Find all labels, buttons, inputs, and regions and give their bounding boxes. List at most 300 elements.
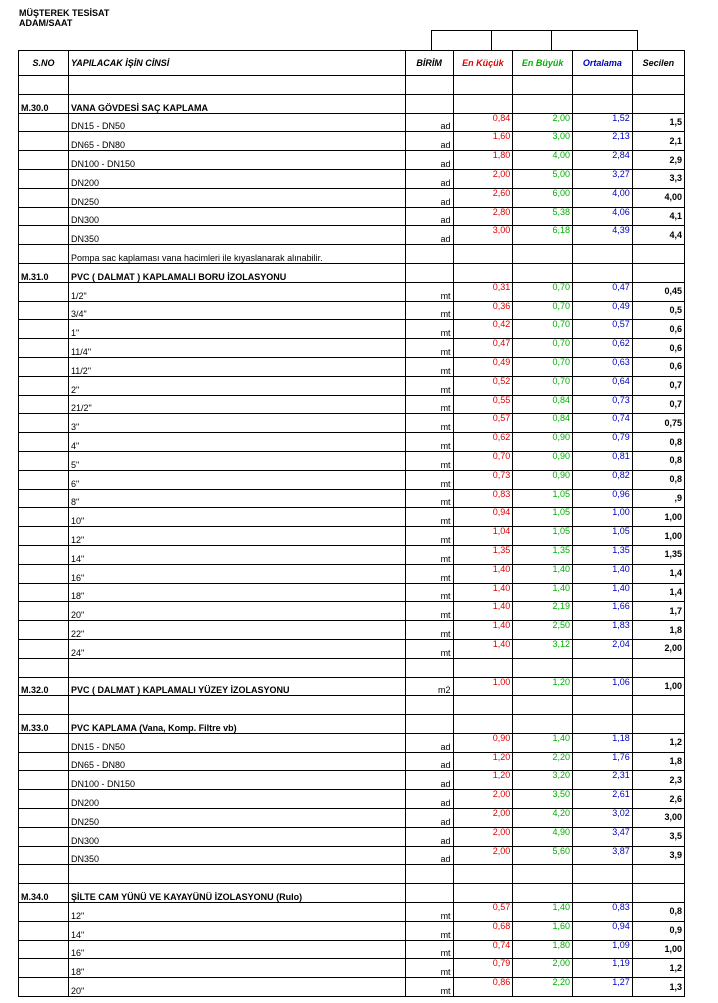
row-unit: mt: [405, 545, 453, 564]
row-average: 0,94: [573, 921, 633, 940]
row-average: 1,40: [573, 564, 633, 583]
row-sno: [19, 357, 69, 376]
row-min: 1,04: [453, 527, 513, 546]
spacer-row: [19, 696, 685, 715]
row-max: 5,38: [513, 207, 573, 226]
row-unit: [405, 76, 453, 95]
row-sno: [19, 207, 69, 226]
row-selected: 0,45: [632, 282, 684, 301]
row-selected: 2,9: [632, 151, 684, 170]
row-unit: mt: [405, 339, 453, 358]
row-unit: mt: [405, 357, 453, 376]
row-min: 0,47: [453, 339, 513, 358]
row-min: 1,40: [453, 602, 513, 621]
row-sno: [19, 827, 69, 846]
row-min: 0,57: [453, 903, 513, 922]
row-min: [453, 715, 513, 734]
row-min: 1,35: [453, 545, 513, 564]
row-unit: [405, 94, 453, 113]
table-row: [19, 621, 685, 640]
row-min: 0,36: [453, 301, 513, 320]
row-min: 1,40: [453, 621, 513, 640]
header-min: En Küçük: [453, 51, 513, 76]
row-average: [573, 884, 633, 903]
row-sno: [19, 846, 69, 865]
row-sno: [19, 188, 69, 207]
header-max: En Büyük: [513, 51, 573, 76]
row-min: 0,31: [453, 282, 513, 301]
row-selected: 1,8: [632, 752, 684, 771]
spacer-row: [19, 76, 685, 95]
row-selected: 0,8: [632, 903, 684, 922]
row-selected: 1,00: [632, 677, 684, 696]
row-sno: [19, 527, 69, 546]
row-average: 1,35: [573, 545, 633, 564]
spacer-row: [19, 865, 685, 884]
row-unit: [405, 263, 453, 282]
row-selected: 1,00: [632, 940, 684, 959]
section-row: [19, 677, 685, 696]
row-selected: 1,4: [632, 564, 684, 583]
row-average: 0,79: [573, 433, 633, 452]
row-description: PVC ( DALMAT ) KAPLAMALI YÜZEY İZOLASYONU: [68, 677, 405, 696]
row-max: 2,00: [513, 959, 573, 978]
row-selected: 0,8: [632, 470, 684, 489]
row-average: [573, 715, 633, 734]
row-unit: mt: [405, 621, 453, 640]
row-description: 3": [68, 414, 405, 433]
row-description: DN300: [68, 207, 405, 226]
row-description: DN65 - DN80: [68, 132, 405, 151]
header-description: YAPILACAK İŞİN CİNSİ: [68, 51, 405, 76]
row-min: 0,49: [453, 357, 513, 376]
row-average: [573, 94, 633, 113]
row-description: 1/2": [68, 282, 405, 301]
table-row: [19, 583, 685, 602]
row-unit: [405, 245, 453, 264]
row-min: [453, 245, 513, 264]
row-max: 0,84: [513, 414, 573, 433]
row-description: [68, 658, 405, 677]
row-description: 21/2": [68, 395, 405, 414]
table-header-row: [19, 51, 685, 76]
row-unit: mt: [405, 376, 453, 395]
row-unit: mt: [405, 602, 453, 621]
row-description: PVC ( DALMAT ) KAPLAMALI BORU İZOLASYONU: [68, 263, 405, 282]
row-unit: ad: [405, 771, 453, 790]
row-description: VANA GÖVDESİ SAÇ KAPLAMA: [68, 94, 405, 113]
row-sno: [19, 470, 69, 489]
row-selected: 0,7: [632, 376, 684, 395]
row-max: 2,20: [513, 978, 573, 997]
table-row: [19, 339, 685, 358]
row-max: 0,70: [513, 376, 573, 395]
row-sno: [19, 959, 69, 978]
row-average: 4,06: [573, 207, 633, 226]
table-row: [19, 790, 685, 809]
row-average: 0,47: [573, 282, 633, 301]
row-selected: 1,2: [632, 959, 684, 978]
row-average: [573, 245, 633, 264]
row-min: [453, 76, 513, 95]
row-max: 1,40: [513, 903, 573, 922]
row-description: 16": [68, 940, 405, 959]
header-divider: [551, 31, 552, 51]
row-average: 0,96: [573, 489, 633, 508]
row-selected: [632, 715, 684, 734]
section-row: [19, 884, 685, 903]
row-average: 2,04: [573, 639, 633, 658]
row-max: 2,20: [513, 752, 573, 771]
header-average: Ortalama: [573, 51, 633, 76]
row-max: 4,90: [513, 827, 573, 846]
row-note: Pompa sac kaplaması vana hacimleri ile kıyaslanarak alınabilir.: [68, 245, 405, 264]
table-row: [19, 827, 685, 846]
row-average: 2,13: [573, 132, 633, 151]
row-average: 1,66: [573, 602, 633, 621]
table-row: [19, 414, 685, 433]
row-selected: 0,6: [632, 339, 684, 358]
row-max: 0,70: [513, 339, 573, 358]
section-row: [19, 94, 685, 113]
table-row: [19, 470, 685, 489]
row-max: 1,05: [513, 489, 573, 508]
row-min: 1,40: [453, 583, 513, 602]
row-unit: mt: [405, 527, 453, 546]
document-subtitle: ADAM/SAAT: [19, 18, 73, 28]
row-selected: 3,5: [632, 827, 684, 846]
row-description: 12": [68, 527, 405, 546]
row-sno: M.32.0: [19, 677, 69, 696]
table-row: [19, 169, 685, 188]
row-min: 0,62: [453, 433, 513, 452]
row-max: 4,00: [513, 151, 573, 170]
row-unit: ad: [405, 113, 453, 132]
table-row: [19, 320, 685, 339]
row-max: 0,70: [513, 320, 573, 339]
row-average: 0,82: [573, 470, 633, 489]
row-min: [453, 94, 513, 113]
row-max: [513, 696, 573, 715]
row-min: 0,84: [453, 113, 513, 132]
row-sno: [19, 790, 69, 809]
row-description: DN200: [68, 169, 405, 188]
row-sno: [19, 508, 69, 527]
table-row: [19, 226, 685, 245]
header-selected: Secilen: [632, 51, 684, 76]
row-selected: [632, 76, 684, 95]
row-selected: 3,00: [632, 809, 684, 828]
section-row: [19, 715, 685, 734]
row-sno: [19, 583, 69, 602]
document-title: MÜŞTEREK TESİSAT: [19, 8, 110, 18]
row-unit: mt: [405, 320, 453, 339]
row-min: 1,00: [453, 677, 513, 696]
row-selected: 3,3: [632, 169, 684, 188]
row-selected: [632, 94, 684, 113]
row-unit: mt: [405, 639, 453, 658]
row-min: 1,40: [453, 564, 513, 583]
row-selected: 1,00: [632, 508, 684, 527]
row-max: 1,40: [513, 564, 573, 583]
row-sno: M.30.0: [19, 94, 69, 113]
row-description: 10": [68, 508, 405, 527]
row-selected: 1,00: [632, 527, 684, 546]
row-average: [573, 696, 633, 715]
row-sno: [19, 771, 69, 790]
row-average: 3,87: [573, 846, 633, 865]
row-selected: [632, 245, 684, 264]
table-row: [19, 639, 685, 658]
row-max: 0,90: [513, 470, 573, 489]
row-selected: ,9: [632, 489, 684, 508]
row-min: 0,94: [453, 508, 513, 527]
row-sno: [19, 639, 69, 658]
table-row: [19, 188, 685, 207]
row-max: [513, 715, 573, 734]
row-selected: [632, 658, 684, 677]
row-sno: [19, 226, 69, 245]
row-unit: mt: [405, 583, 453, 602]
row-sno: [19, 245, 69, 264]
table-row: [19, 395, 685, 414]
row-description: [68, 865, 405, 884]
row-min: [453, 263, 513, 282]
row-description: 22": [68, 621, 405, 640]
row-description: DN250: [68, 188, 405, 207]
row-description: PVC KAPLAMA (Vana, Komp. Filtre vb): [68, 715, 405, 734]
row-max: 1,60: [513, 921, 573, 940]
row-min: 0,86: [453, 978, 513, 997]
row-description: 3/4": [68, 301, 405, 320]
row-unit: [405, 884, 453, 903]
row-max: [513, 245, 573, 264]
row-description: 24": [68, 639, 405, 658]
row-max: 6,00: [513, 188, 573, 207]
row-min: 0,90: [453, 733, 513, 752]
row-max: 1,05: [513, 527, 573, 546]
table-row: [19, 282, 685, 301]
row-selected: 0,5: [632, 301, 684, 320]
row-sno: [19, 658, 69, 677]
table-row: [19, 903, 685, 922]
row-description: 4": [68, 433, 405, 452]
row-min: 0,42: [453, 320, 513, 339]
row-description: DN15 - DN50: [68, 733, 405, 752]
row-selected: 0,8: [632, 433, 684, 452]
row-unit: mt: [405, 903, 453, 922]
row-description: 11/2": [68, 357, 405, 376]
row-sno: [19, 282, 69, 301]
row-description: 6": [68, 470, 405, 489]
table-row: [19, 151, 685, 170]
row-description: 12": [68, 903, 405, 922]
row-average: 1,52: [573, 113, 633, 132]
row-sno: [19, 489, 69, 508]
header-unit: BİRİM: [405, 51, 453, 76]
row-min: 0,52: [453, 376, 513, 395]
row-min: 0,73: [453, 470, 513, 489]
row-unit: mt: [405, 959, 453, 978]
row-average: 1,09: [573, 940, 633, 959]
row-min: 1,20: [453, 771, 513, 790]
row-selected: 3,9: [632, 846, 684, 865]
row-description: DN100 - DN150: [68, 151, 405, 170]
row-sno: [19, 809, 69, 828]
table-row: [19, 433, 685, 452]
row-average: 1,05: [573, 527, 633, 546]
row-min: 0,83: [453, 489, 513, 508]
table-row: [19, 301, 685, 320]
row-max: 4,20: [513, 809, 573, 828]
row-average: [573, 658, 633, 677]
row-selected: 1,2: [632, 733, 684, 752]
row-unit: m2: [405, 677, 453, 696]
row-max: 0,70: [513, 301, 573, 320]
row-unit: ad: [405, 752, 453, 771]
row-max: 1,80: [513, 940, 573, 959]
row-average: 3,27: [573, 169, 633, 188]
row-description: 18": [68, 959, 405, 978]
row-max: [513, 94, 573, 113]
row-average: 1,27: [573, 978, 633, 997]
row-unit: mt: [405, 470, 453, 489]
row-average: 0,73: [573, 395, 633, 414]
row-average: 0,57: [573, 320, 633, 339]
row-max: 1,35: [513, 545, 573, 564]
row-sno: [19, 132, 69, 151]
row-selected: [632, 884, 684, 903]
row-max: 1,40: [513, 733, 573, 752]
row-min: 0,74: [453, 940, 513, 959]
row-min: 1,80: [453, 151, 513, 170]
row-min: [453, 658, 513, 677]
row-description: DN15 - DN50: [68, 113, 405, 132]
row-sno: [19, 113, 69, 132]
row-min: 0,57: [453, 414, 513, 433]
row-sno: [19, 545, 69, 564]
row-average: 2,31: [573, 771, 633, 790]
row-unit: mt: [405, 282, 453, 301]
row-description: DN350: [68, 226, 405, 245]
row-selected: 2,00: [632, 639, 684, 658]
row-average: 3,02: [573, 809, 633, 828]
row-min: 2,00: [453, 790, 513, 809]
row-sno: [19, 76, 69, 95]
row-selected: 0,9: [632, 921, 684, 940]
row-description: DN65 - DN80: [68, 752, 405, 771]
row-description: 20": [68, 602, 405, 621]
row-selected: 4,00: [632, 188, 684, 207]
table-row: [19, 733, 685, 752]
row-description: 2": [68, 376, 405, 395]
row-selected: [632, 263, 684, 282]
section-row: [19, 263, 685, 282]
row-unit: ad: [405, 733, 453, 752]
row-min: 2,00: [453, 169, 513, 188]
row-min: [453, 865, 513, 884]
row-average: [573, 76, 633, 95]
row-max: 3,00: [513, 132, 573, 151]
row-min: 0,79: [453, 959, 513, 978]
row-max: [513, 263, 573, 282]
row-min: 2,00: [453, 827, 513, 846]
table-row: [19, 921, 685, 940]
row-selected: 2,6: [632, 790, 684, 809]
row-description: 8": [68, 489, 405, 508]
row-selected: 1,8: [632, 621, 684, 640]
row-description: 20": [68, 978, 405, 997]
row-sno: [19, 621, 69, 640]
table-row: [19, 132, 685, 151]
row-average: 0,62: [573, 339, 633, 358]
table-row: [19, 376, 685, 395]
row-average: [573, 865, 633, 884]
row-min: 0,55: [453, 395, 513, 414]
row-unit: mt: [405, 433, 453, 452]
row-average: 4,00: [573, 188, 633, 207]
row-unit: ad: [405, 207, 453, 226]
row-min: [453, 696, 513, 715]
row-sno: [19, 151, 69, 170]
row-min: 3,00: [453, 226, 513, 245]
row-max: [513, 865, 573, 884]
row-min: [453, 884, 513, 903]
row-sno: M.34.0: [19, 884, 69, 903]
table-row: [19, 207, 685, 226]
table-row: [19, 602, 685, 621]
row-average: 1,40: [573, 583, 633, 602]
row-unit: mt: [405, 451, 453, 470]
row-unit: ad: [405, 846, 453, 865]
row-average: 0,63: [573, 357, 633, 376]
row-unit: ad: [405, 809, 453, 828]
row-sno: [19, 339, 69, 358]
row-sno: [19, 921, 69, 940]
row-selected: 1,3: [632, 978, 684, 997]
row-max: 2,19: [513, 602, 573, 621]
row-selected: [632, 865, 684, 884]
row-max: 1,05: [513, 508, 573, 527]
row-unit: ad: [405, 188, 453, 207]
row-selected: 1,5: [632, 113, 684, 132]
row-max: [513, 76, 573, 95]
row-max: 3,12: [513, 639, 573, 658]
row-sno: [19, 414, 69, 433]
row-max: 2,00: [513, 113, 573, 132]
row-sno: [19, 602, 69, 621]
row-average: 0,64: [573, 376, 633, 395]
row-average: [573, 263, 633, 282]
row-selected: 0,7: [632, 395, 684, 414]
row-max: 0,90: [513, 433, 573, 452]
row-description: 18": [68, 583, 405, 602]
row-min: 2,80: [453, 207, 513, 226]
table-row: [19, 357, 685, 376]
row-average: 1,19: [573, 959, 633, 978]
row-sno: [19, 451, 69, 470]
header-top-cells: [431, 30, 638, 51]
row-average: 3,47: [573, 827, 633, 846]
row-unit: mt: [405, 564, 453, 583]
row-max: 0,70: [513, 282, 573, 301]
row-selected: 1,4: [632, 583, 684, 602]
table-row: [19, 752, 685, 771]
row-min: 2,60: [453, 188, 513, 207]
row-average: 2,84: [573, 151, 633, 170]
row-sno: [19, 696, 69, 715]
table-row: [19, 508, 685, 527]
